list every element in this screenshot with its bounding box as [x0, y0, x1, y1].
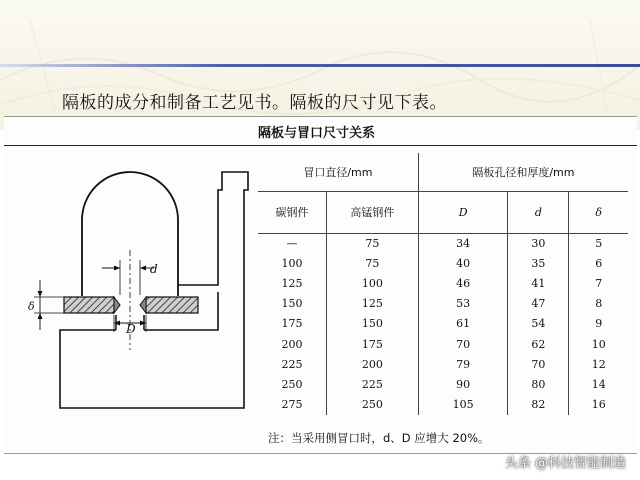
table-cell: 100 [281, 256, 303, 270]
breaker-core-left [64, 297, 114, 313]
table-cell: 54 [508, 314, 569, 334]
header-riser-diameter: 冒口直径/mm [258, 153, 418, 191]
table-cell: 250 [281, 377, 303, 391]
col-D: D [418, 191, 508, 233]
table-cell: 75 [326, 233, 418, 253]
label-D: D [126, 322, 136, 336]
table-cell: 79 [418, 354, 508, 374]
table-cell: 46 [418, 273, 508, 293]
label-d: d [150, 262, 158, 276]
table-cell: 10 [569, 334, 628, 354]
table-cell: 70 [508, 354, 569, 374]
table-cell: 100 [326, 273, 418, 293]
figure-title: 隔板与冒口尺寸关系 [257, 126, 375, 141]
table-cell: 80 [508, 374, 569, 394]
table-cell: 200 [326, 354, 418, 374]
col-carbon-steel: 碳钢件 [258, 191, 326, 233]
table-cell: 53 [418, 294, 508, 314]
table-cell: 41 [508, 273, 569, 293]
table-cell: 47 [508, 294, 569, 314]
table-cell: 9 [569, 314, 628, 334]
dimension-table [258, 153, 628, 415]
table-cell: 61 [418, 314, 508, 334]
table-cell: 30 [508, 233, 569, 253]
table-row [258, 233, 628, 253]
background-decoration [0, 20, 640, 130]
watermark: 头条 @科技智能制造 [504, 456, 626, 471]
table-body [258, 233, 628, 415]
table-cell: 6 [569, 253, 628, 273]
table-cell: 16 [569, 395, 628, 415]
side-channel-outline [60, 172, 248, 408]
table-cell: 14 [569, 374, 628, 394]
table-row [258, 294, 628, 314]
breaker-core-right [146, 297, 198, 313]
table-cell: 8 [569, 294, 628, 314]
table-note: 注：当采用侧冒口时，d、D 应增大 20%。 [268, 431, 490, 445]
table-cell: 175 [326, 334, 418, 354]
table-cell: 35 [508, 253, 569, 273]
table-row [258, 395, 628, 415]
col-d: d [508, 191, 569, 233]
table-cell: 105 [418, 395, 508, 415]
table-row [258, 273, 628, 293]
table-cell: — [286, 236, 298, 250]
table-row [258, 354, 628, 374]
intro-text: 隔板的成分和制备工艺见书。隔板的尺寸见下表。 [62, 93, 447, 113]
header-breaker-size: 隔板孔径和厚度/mm [418, 153, 628, 191]
header-rule [0, 64, 640, 67]
table-cell: 7 [569, 273, 628, 293]
table-cell: 40 [418, 253, 508, 273]
table-cell: 125 [281, 276, 303, 290]
table-cell: 225 [326, 374, 418, 394]
table-cell: 175 [281, 317, 303, 331]
table-cell: 90 [418, 374, 508, 394]
table-cell: 150 [281, 297, 303, 311]
table-cell: 275 [281, 398, 303, 412]
col-manganese-steel: 高锰钢件 [326, 191, 418, 233]
table-cell: 34 [418, 233, 508, 253]
table-cell: 125 [326, 294, 418, 314]
riser-outline [82, 172, 178, 296]
table-cell: 250 [326, 395, 418, 415]
table-row [258, 253, 628, 273]
table-cell: 82 [508, 395, 569, 415]
table-cell: 225 [281, 357, 303, 371]
table-cell: 70 [418, 334, 508, 354]
table-row [258, 334, 628, 354]
table-cell: 75 [326, 253, 418, 273]
riser-breaker-diagram [20, 150, 270, 440]
table-cell: 62 [508, 334, 569, 354]
table-cell: 150 [326, 314, 418, 334]
title-divider [4, 145, 637, 146]
table-cell: 12 [569, 354, 628, 374]
col-delta: δ [569, 191, 628, 233]
table-cell: 200 [281, 337, 303, 351]
table-row [258, 374, 628, 394]
label-delta: δ [28, 300, 35, 313]
table-header-row [258, 191, 628, 233]
table-cell: 5 [569, 233, 628, 253]
table-row [258, 314, 628, 334]
table-header-group-row [258, 153, 628, 191]
